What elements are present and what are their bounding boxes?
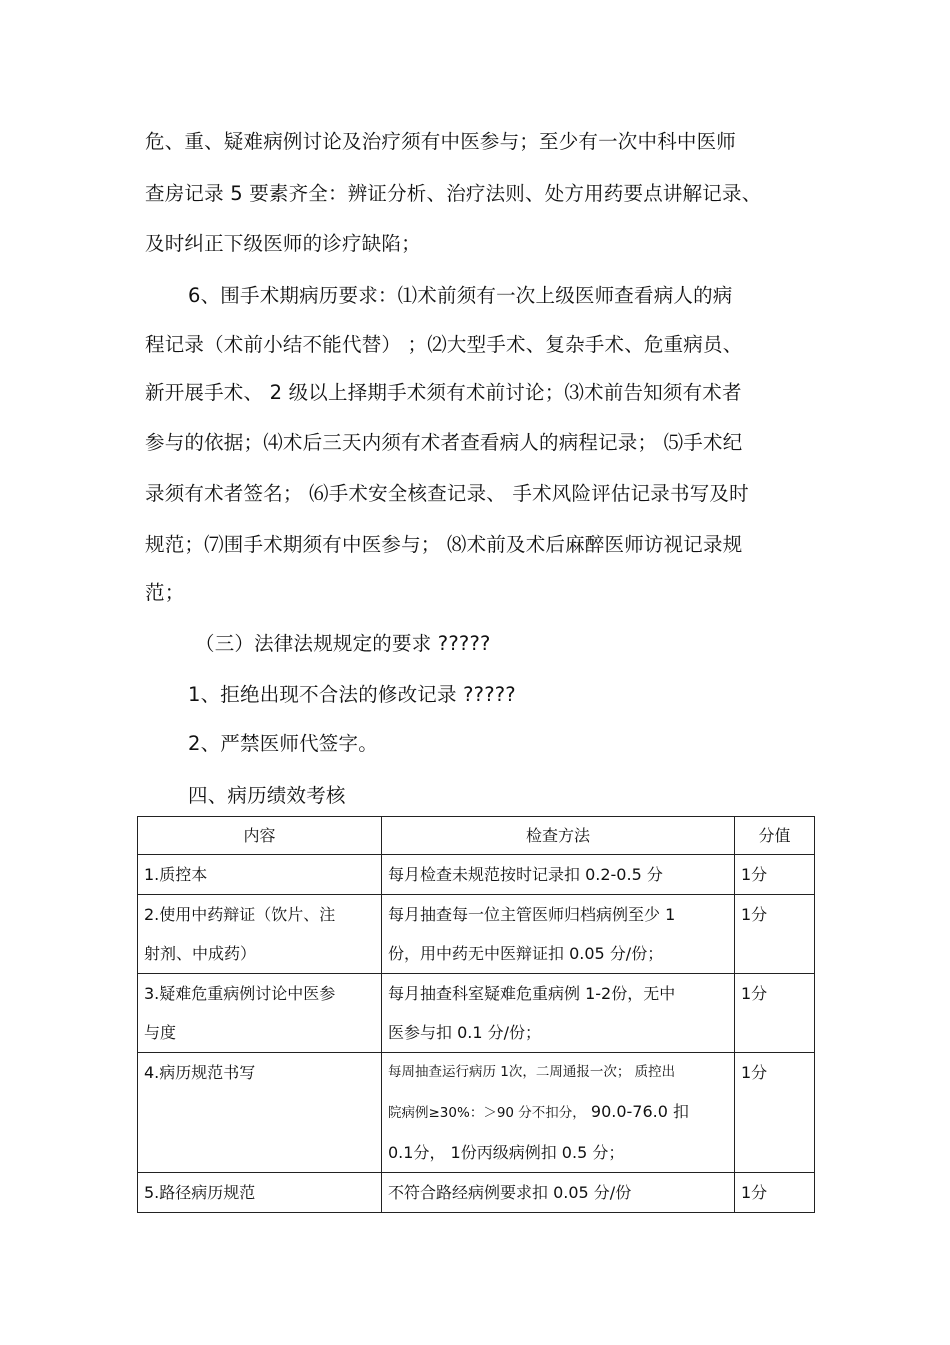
paragraph-line: 参与的依据；⑷术后三天内须有术者查看病人的病程记录； ⑸手术纪 [145,431,743,454]
performance-table [137,816,815,1213]
table-cell: 1.质控本 [138,855,382,895]
table-cell: 每月检查未规范按时记录扣 0.2-0.5 分 [382,855,735,895]
table-row [138,855,815,895]
cell-line: 与度 [144,1023,177,1042]
paragraph-line: 危、重、疑难病例讨论及治疗须有中医参与；至少有一次中科中医师 [145,130,737,153]
cell-line: 2.使用中药辩证（饮片、注 [144,905,336,924]
table-cell [138,895,382,974]
table-cell [382,1053,735,1173]
table-cell [138,974,382,1053]
table-cell: 5.路径病历规范 [138,1173,382,1213]
list-item: 2、严禁医师代签字。 [188,732,378,755]
table-cell: 4.病历规范书写 [138,1053,382,1173]
cell-line: 0.1分， 1份丙级病例扣 0.5 分； [388,1143,625,1162]
table-cell [382,974,735,1053]
cell-line: 射剂、中成药） [144,944,257,963]
cell-line [388,1092,728,1133]
paragraph-line: 查房记录 5 要素齐全：辨证分析、治疗法则、处方用药要点讲解记录、 [145,182,762,205]
table-cell: 1分 [735,1173,815,1213]
cell-line: 医参与扣 0.1 分/份； [388,1023,542,1042]
paragraph-line: 录须有术者签名； ⑹手术安全核查记录、 手术风险评估记录书写及时 [145,482,749,505]
cell-line: 每周抽查运行病历 1次，二周通报一次； 质控出 [388,1064,676,1080]
table-cell: 1分 [735,895,815,974]
paragraph-line: 新开展手术、 2 级以上择期手术须有术前讨论；⑶术前告知须有术者 [145,381,742,404]
table-row [138,1053,815,1173]
paragraph-line: 程记录（术前小结不能代替） ；⑵大型手术、复杂手术、危重病员、 [145,333,743,356]
cell-line: 每月抽查科室疑难危重病例 1-2份，无中 [388,984,676,1003]
cell-text: 90.0-76.0 扣 [590,1102,690,1121]
paragraph-line: 6、围手术期病历要求：⑴术前须有一次上级医师查看病人的病 [188,284,733,307]
table-header-cell: 内容 [138,817,382,855]
cell-line: 份，用中药无中医辩证扣 0.05 分/份； [388,944,664,963]
section-heading: （三）法律法规规定的要求 ????? [195,632,491,655]
table-cell: 1分 [735,855,815,895]
table-cell [382,895,735,974]
table-cell: 1分 [735,974,815,1053]
paragraph-line: 范； [145,581,185,604]
table-header-row [138,817,815,855]
list-item: 1、拒绝出现不合法的修改记录 ????? [188,683,516,706]
table-header-cell: 分值 [735,817,815,855]
cell-line: 3.疑难危重病例讨论中医参 [144,984,336,1003]
table-cell: 不符合路经病例要求扣 0.05 分/份 [382,1173,735,1213]
paragraph-line: 及时纠正下级医师的诊疗缺陷； [145,232,421,255]
paragraph-line: 规范；⑺围手术期须有中医参与； ⑻术前及术后麻醉医师访视记录规 [145,533,743,556]
section-heading: 四、病历绩效考核 [188,784,346,807]
cell-text: 院病例≥30%：＞90 分不扣分， [388,1105,586,1121]
table-header-cell: 检查方法 [382,817,735,855]
table-row [138,895,815,974]
table-row [138,974,815,1053]
cell-line: 每月抽查每一位主管医师归档病例至少 1 [388,905,676,924]
table-cell: 1分 [735,1053,815,1173]
table-row [138,1173,815,1213]
